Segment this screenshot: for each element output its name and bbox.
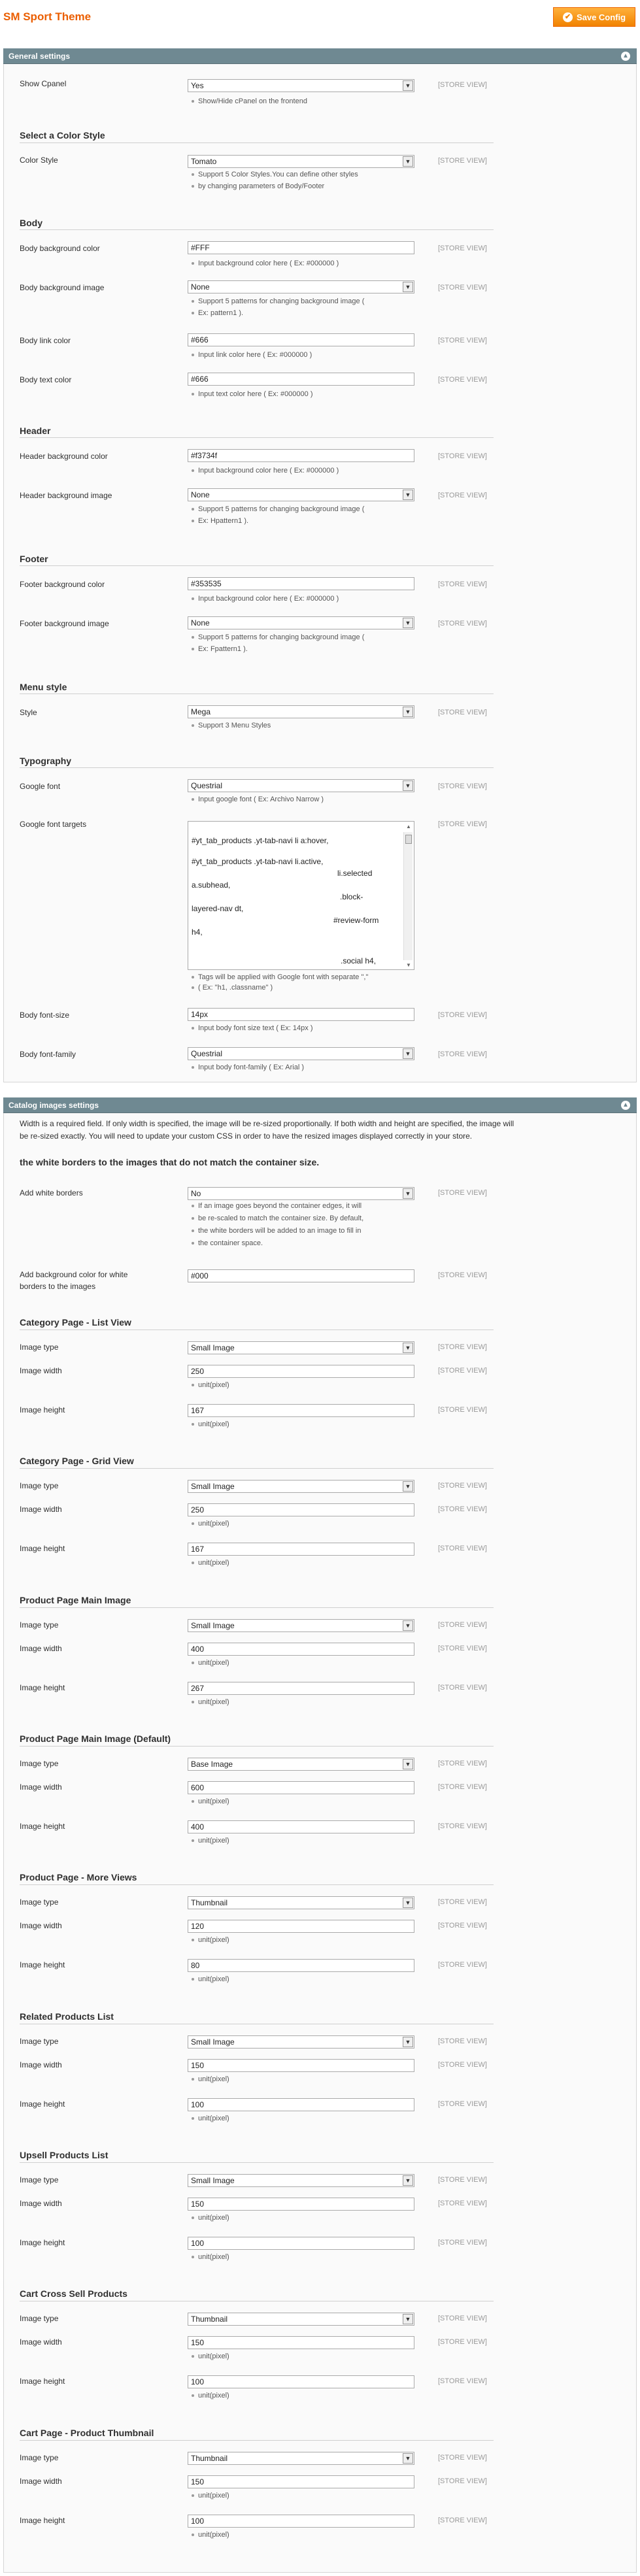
group-heading: Cart Cross Sell Products <box>20 2288 127 2299</box>
store-view-scope: [STORE VIEW] <box>438 244 487 252</box>
field-note-cont <box>192 1225 420 1237</box>
image-width-label: Image width <box>20 2060 62 2069</box>
image-width-label: Image width <box>20 1644 62 1653</box>
group-heading: Cart Page - Product Thumbnail <box>20 2428 154 2438</box>
image-height-input[interactable]: 100 <box>188 2098 414 2111</box>
store-view-scope: [STORE VIEW] <box>438 2037 487 2045</box>
store-view-scope: [STORE VIEW] <box>438 157 487 165</box>
unit-note: unit(pixel) <box>192 1835 420 1847</box>
store-view-scope: [STORE VIEW] <box>438 1367 487 1375</box>
general-settings-header[interactable] <box>3 48 637 64</box>
unit-note: unit(pixel) <box>192 1696 420 1708</box>
divider <box>20 2440 494 2441</box>
image-width-label: Image width <box>20 1782 62 1792</box>
image-height-label: Image height <box>20 1822 65 1831</box>
chevron-down-icon: ▼ <box>403 2037 413 2047</box>
scroll-down-icon[interactable]: ▼ <box>406 962 411 968</box>
field-note: Input body font-family ( Ex: Arial ) <box>192 1062 420 1073</box>
divider <box>20 142 494 143</box>
body-link-color-label: Body link color <box>20 336 71 345</box>
note-text: be re-scaled to match the container size. By default, <box>198 1214 364 1222</box>
store-view-scope: [STORE VIEW] <box>438 820 487 828</box>
image-width-input[interactable]: 150 <box>188 2336 414 2349</box>
unit-note: unit(pixel) <box>192 1418 420 1430</box>
chevron-down-icon: ▼ <box>403 2453 413 2464</box>
select-value: Small Image <box>191 2176 235 2185</box>
header-bg-image-label: Header background image <box>20 491 112 500</box>
image-type-select[interactable] <box>188 1480 414 1493</box>
image-type-select[interactable] <box>188 2452 414 2465</box>
note-text: the container space. <box>198 1239 263 1247</box>
color-style-select[interactable] <box>188 155 414 168</box>
store-view-scope: [STORE VIEW] <box>438 1343 487 1351</box>
group-heading: Category Page - List View <box>20 1317 131 1328</box>
divider <box>20 2162 494 2163</box>
unit-note: unit(pixel) <box>192 2529 420 2541</box>
body-font-family-select[interactable] <box>188 1047 414 1060</box>
section-title: Catalog images settings <box>8 1101 99 1110</box>
store-view-scope: [STORE VIEW] <box>438 2100 487 2108</box>
image-width-input[interactable]: 150 <box>188 2475 414 2488</box>
chevron-down-icon: ▼ <box>403 156 413 167</box>
select-value: Small Image <box>191 2037 235 2047</box>
store-view-scope: [STORE VIEW] <box>438 1189 487 1197</box>
image-type-select[interactable] <box>188 1896 414 1909</box>
divider <box>20 565 494 566</box>
select-value: Questrial <box>191 781 223 790</box>
store-view-scope: [STORE VIEW] <box>438 81 487 89</box>
footer-bg-color-input[interactable]: #353535 <box>188 577 414 590</box>
image-width-label: Image width <box>20 2477 62 2486</box>
show-cpanel-label: Show Cpanel <box>20 79 67 88</box>
field-note: If an image goes beyond the container edges, it will <box>192 1200 420 1212</box>
image-height-input[interactable]: 267 <box>188 1682 414 1695</box>
scrollbar-thumb[interactable] <box>405 835 412 844</box>
textarea-line: li.selected <box>337 869 373 878</box>
chevron-down-icon: ▼ <box>403 1481 413 1492</box>
field-note-cont <box>192 180 420 192</box>
select-value: Tomato <box>191 157 217 166</box>
store-view-scope: [STORE VIEW] <box>438 492 487 499</box>
image-type-label: Image type <box>20 2453 59 2462</box>
select-value: Thumbnail <box>191 2315 228 2324</box>
body-bg-image-select[interactable] <box>188 280 414 293</box>
image-type-select[interactable] <box>188 2174 414 2187</box>
field-note: Input link color here ( Ex: #000000 ) <box>192 349 420 361</box>
group-heading: Product Page Main Image (Default) <box>20 1733 171 1744</box>
store-view-scope: [STORE VIEW] <box>438 2176 487 2184</box>
chevron-down-icon: ▼ <box>403 2314 413 2324</box>
image-type-label: Image type <box>20 1759 59 1768</box>
textarea-line: .social h4, <box>341 956 377 965</box>
select-value: Thumbnail <box>191 1898 228 1907</box>
note-text: Ex: Hpattern1 ). <box>198 517 249 525</box>
label-line: Add background color for white <box>20 1270 128 1279</box>
intro-line: Width is a required field. If only width is specified, the image will be re-sized proportionally. If both width and height are specified, the image will <box>20 1119 514 1128</box>
body-bg-image-label: Body background image <box>20 283 105 292</box>
store-view-scope: [STORE VIEW] <box>438 1760 487 1767</box>
note-text: the white borders will be added to an image to fill in <box>198 1227 362 1235</box>
group-heading: Product Page Main Image <box>20 1595 131 1605</box>
collapse-icon[interactable]: ▲ <box>621 52 630 61</box>
field-note: Support 5 Color Styles.You can define other styles <box>192 169 420 180</box>
unit-note: unit(pixel) <box>192 2073 420 2085</box>
google-font-select[interactable] <box>188 779 414 792</box>
group-heading: Category Page - Grid View <box>20 1456 134 1466</box>
body-text-color-input[interactable]: #666 <box>188 373 414 386</box>
unit-note: unit(pixel) <box>192 2490 420 2501</box>
field-note: Input background color here ( Ex: #000000 ) <box>192 465 420 477</box>
image-type-select[interactable] <box>188 1758 414 1771</box>
check-icon: ✔ <box>563 12 573 22</box>
header-bg-color-label: Header background color <box>20 452 108 461</box>
header-bg-color-input[interactable]: #f3734f <box>188 449 414 462</box>
store-view-scope: [STORE VIEW] <box>438 376 487 384</box>
store-view-scope: [STORE VIEW] <box>438 1898 487 1906</box>
catalog-images-header[interactable] <box>3 1097 637 1113</box>
store-view-scope: [STORE VIEW] <box>438 1271 487 1279</box>
textarea-line: a.subhead, <box>192 880 231 890</box>
unit-note: unit(pixel) <box>192 1934 420 1946</box>
image-width-label: Image width <box>20 2337 62 2347</box>
group-heading: Header <box>20 426 51 436</box>
select-value: None <box>191 282 210 292</box>
chevron-down-icon: ▼ <box>403 2175 413 2186</box>
field-note: Support 5 patterns for changing background image ( <box>192 503 420 515</box>
store-view-scope: [STORE VIEW] <box>438 2338 487 2346</box>
body-text-color-label: Body text color <box>20 375 72 384</box>
field-note: Support 3 Menu Styles <box>192 720 420 731</box>
field-note-cont <box>192 1213 420 1224</box>
chevron-down-icon: ▼ <box>403 780 413 791</box>
field-note: Input google font ( Ex: Archivo Narrow ) <box>192 794 420 805</box>
chevron-down-icon: ▼ <box>403 1048 413 1059</box>
store-view-scope: [STORE VIEW] <box>438 2239 487 2247</box>
image-height-label: Image height <box>20 1683 65 1692</box>
chevron-down-icon: ▼ <box>403 282 413 292</box>
group-heading: Typography <box>20 756 72 766</box>
store-view-scope: [STORE VIEW] <box>438 2377 487 2385</box>
unit-note: unit(pixel) <box>192 1518 420 1530</box>
select-value: Questrial <box>191 1049 223 1058</box>
image-width-input[interactable]: 250 <box>188 1503 414 1516</box>
unit-note: unit(pixel) <box>192 1557 420 1569</box>
image-width-input[interactable]: 150 <box>188 2059 414 2072</box>
divider <box>20 1746 494 1747</box>
textarea-line: #yt_tab_products .yt-tab-navi li.active, <box>192 857 324 866</box>
image-width-label: Image width <box>20 1921 62 1930</box>
image-height-label: Image height <box>20 2516 65 2525</box>
unit-note: unit(pixel) <box>192 1796 420 1807</box>
menu-style-label: Style <box>20 708 37 717</box>
body-link-color-input[interactable]: #666 <box>188 333 414 346</box>
image-height-input[interactable]: 100 <box>188 2375 414 2388</box>
image-height-label: Image height <box>20 2099 65 2109</box>
image-type-label: Image type <box>20 2037 59 2046</box>
body-font-size-input[interactable]: 14px <box>188 1008 414 1021</box>
scroll-up-icon[interactable]: ▲ <box>406 824 411 829</box>
group-heading: Menu style <box>20 682 67 692</box>
catalog-subheading: the white borders to the images that do not match the container size. <box>20 1157 320 1167</box>
store-view-scope: [STORE VIEW] <box>438 2315 487 2322</box>
image-height-input[interactable]: 400 <box>188 1820 414 1833</box>
store-view-scope: [STORE VIEW] <box>438 2517 487 2524</box>
image-height-label: Image height <box>20 2377 65 2386</box>
menu-style-select[interactable] <box>188 705 414 718</box>
group-heading: Related Products List <box>20 2011 114 2022</box>
store-view-scope: [STORE VIEW] <box>438 1645 487 1652</box>
font-targets-textarea[interactable] <box>188 821 414 970</box>
catalog-intro <box>20 1118 621 1143</box>
unit-note: unit(pixel) <box>192 1973 420 1985</box>
chevron-down-icon: ▼ <box>403 80 413 91</box>
store-view-scope: [STORE VIEW] <box>438 709 487 716</box>
image-type-label: Image type <box>20 2314 59 2323</box>
color-style-label: Color Style <box>20 156 58 165</box>
store-view-scope: [STORE VIEW] <box>438 1050 487 1058</box>
save-config-button[interactable] <box>553 7 635 27</box>
image-height-input[interactable]: 167 <box>188 1543 414 1556</box>
field-note: Input text color here ( Ex: #000000 ) <box>192 388 420 400</box>
unit-note: unit(pixel) <box>192 2212 420 2224</box>
select-value: Small Image <box>191 1621 235 1630</box>
textarea-line: #yt_tab_products .yt-tab-navi li a:hover, <box>192 836 329 845</box>
store-view-scope: [STORE VIEW] <box>438 2061 487 2069</box>
divider <box>20 1468 494 1469</box>
textarea-line: .block- <box>340 892 363 901</box>
chevron-down-icon: ▼ <box>403 1343 413 1353</box>
field-note-cont <box>192 307 420 319</box>
field-note: Input body font size text ( Ex: 14px ) <box>192 1022 420 1034</box>
image-type-select[interactable] <box>188 1619 414 1632</box>
image-height-input[interactable]: 100 <box>188 2237 414 2250</box>
chevron-down-icon: ▼ <box>403 618 413 628</box>
chevron-down-icon: ▼ <box>403 1620 413 1631</box>
divider <box>20 1884 494 1885</box>
group-heading: Footer <box>20 554 48 564</box>
select-value: Base Image <box>191 1760 233 1769</box>
body-font-size-label: Body font-size <box>20 1011 70 1020</box>
store-view-scope: [STORE VIEW] <box>438 2477 487 2485</box>
image-type-label: Image type <box>20 1343 59 1352</box>
field-note-cont <box>192 1237 420 1249</box>
store-view-scope: [STORE VIEW] <box>438 1482 487 1490</box>
image-type-select[interactable] <box>188 2313 414 2326</box>
group-heading: Product Page - More Views <box>20 1872 137 1882</box>
image-height-input[interactable]: 167 <box>188 1404 414 1417</box>
image-width-label: Image width <box>20 2199 62 2208</box>
field-note-cont <box>192 982 420 994</box>
image-width-input[interactable]: 120 <box>188 1920 414 1933</box>
image-type-select[interactable] <box>188 1341 414 1354</box>
unit-note: unit(pixel) <box>192 1657 420 1669</box>
chevron-down-icon: ▼ <box>403 707 413 717</box>
divider <box>20 1607 494 1608</box>
image-type-label: Image type <box>20 1481 59 1490</box>
select-value: None <box>191 618 210 627</box>
chevron-down-icon: ▼ <box>403 1759 413 1769</box>
image-height-input[interactable]: 100 <box>188 2515 414 2528</box>
white-borders-label: Add white borders <box>20 1188 83 1197</box>
image-width-input[interactable]: 250 <box>188 1365 414 1378</box>
note-text: Ex: Fpattern1 ). <box>198 645 248 653</box>
store-view-scope: [STORE VIEW] <box>438 2454 487 2462</box>
save-config-label: Save Config <box>576 12 626 22</box>
store-view-scope: [STORE VIEW] <box>438 1621 487 1629</box>
footer-bg-image-select[interactable] <box>188 616 414 629</box>
store-view-scope: [STORE VIEW] <box>438 580 487 588</box>
body-bg-color-label: Body background color <box>20 244 100 253</box>
image-width-input[interactable]: 600 <box>188 1781 414 1794</box>
unit-note: unit(pixel) <box>192 2390 420 2401</box>
image-type-label: Image type <box>20 1898 59 1907</box>
store-view-scope: [STORE VIEW] <box>438 2200 487 2207</box>
unit-note: unit(pixel) <box>192 2251 420 2263</box>
store-view-scope: [STORE VIEW] <box>438 1545 487 1552</box>
unit-note: unit(pixel) <box>192 2350 420 2362</box>
field-note: Input background color here ( Ex: #000000 ) <box>192 593 420 605</box>
select-value: Small Image <box>191 1482 235 1491</box>
field-note-cont <box>192 643 420 655</box>
bg-color-label <box>20 1269 183 1292</box>
image-width-input[interactable]: 150 <box>188 2198 414 2211</box>
header-bg-image-select[interactable] <box>188 488 414 501</box>
image-height-input[interactable]: 80 <box>188 1959 414 1972</box>
image-type-select[interactable] <box>188 2035 414 2049</box>
field-note: Support 5 patterns for changing background image ( <box>192 295 420 307</box>
chevron-down-icon: ▼ <box>403 1898 413 1908</box>
image-width-label: Image width <box>20 1505 62 1514</box>
select-value: Small Image <box>191 1343 235 1352</box>
image-type-label: Image type <box>20 2175 59 2184</box>
store-view-scope: [STORE VIEW] <box>438 620 487 627</box>
section-title: General settings <box>8 52 71 61</box>
note-text: by changing parameters of Body/Footer <box>198 182 325 190</box>
image-height-label: Image height <box>20 1544 65 1553</box>
store-view-scope: [STORE VIEW] <box>438 1684 487 1692</box>
textarea-scrollbar[interactable] <box>403 824 413 968</box>
chevron-down-icon: ▼ <box>403 490 413 500</box>
group-heading: Select a Color Style <box>20 130 105 141</box>
select-value: None <box>191 490 210 499</box>
group-heading: Upsell Products List <box>20 2150 109 2160</box>
store-view-scope: [STORE VIEW] <box>438 1961 487 1969</box>
store-view-scope: [STORE VIEW] <box>438 1505 487 1513</box>
intro-line: be re-sized exactly. You will need to update your custom CSS in order to have the resized images displayed correctly in your store. <box>20 1131 473 1141</box>
image-type-label: Image type <box>20 1620 59 1630</box>
chevron-down-icon: ▼ <box>403 1188 413 1199</box>
image-height-label: Image height <box>20 2238 65 2247</box>
select-value: Yes <box>191 81 204 90</box>
unit-note: unit(pixel) <box>192 2113 420 2124</box>
body-font-family-label: Body font-family <box>20 1050 76 1059</box>
collapse-icon[interactable]: ▲ <box>621 1101 630 1110</box>
font-targets-label: Google font targets <box>20 820 87 829</box>
note-text: ( Ex: "h1, .classname" ) <box>198 984 273 992</box>
divider <box>20 767 494 768</box>
field-note: Tags will be applied with Google font with separate "," <box>192 971 420 983</box>
image-width-input[interactable]: 400 <box>188 1643 414 1656</box>
page-title: SM Sport Theme <box>3 10 92 23</box>
select-value: Thumbnail <box>191 2454 228 2463</box>
google-font-label: Google font <box>20 782 61 791</box>
image-height-label: Image height <box>20 1960 65 1969</box>
bg-color-input[interactable]: #000 <box>188 1269 414 1282</box>
divider <box>20 437 494 438</box>
footer-bg-image-label: Footer background image <box>20 619 109 628</box>
store-view-scope: [STORE VIEW] <box>438 1822 487 1830</box>
field-note-cont <box>192 515 420 527</box>
select-value: No <box>191 1189 201 1198</box>
page-header <box>0 0 640 42</box>
textarea-line: layered-nav dt, <box>192 904 244 913</box>
image-height-label: Image height <box>20 1405 65 1414</box>
store-view-scope: [STORE VIEW] <box>438 1783 487 1791</box>
label-line: borders to the images <box>20 1282 96 1291</box>
textarea-line: h4, <box>192 928 203 937</box>
store-view-scope: [STORE VIEW] <box>438 1406 487 1414</box>
white-borders-select[interactable] <box>188 1187 414 1200</box>
textarea-line: #review-form <box>333 916 379 925</box>
store-view-scope: [STORE VIEW] <box>438 782 487 790</box>
body-bg-color-input[interactable]: #FFF <box>188 241 414 254</box>
field-note: Input background color here ( Ex: #000000 ) <box>192 258 420 269</box>
store-view-scope: [STORE VIEW] <box>438 284 487 292</box>
group-heading: Body <box>20 218 42 228</box>
store-view-scope: [STORE VIEW] <box>438 1922 487 1930</box>
divider <box>20 229 494 230</box>
image-width-label: Image width <box>20 1366 62 1375</box>
footer-bg-color-label: Footer background color <box>20 580 105 589</box>
field-note: Support 5 patterns for changing background image ( <box>192 631 420 643</box>
note-text: Ex: pattern1 ). <box>198 309 244 317</box>
field-note: Show/Hide cPanel on the frontend <box>192 95 420 107</box>
show-cpanel-select[interactable] <box>188 79 414 92</box>
store-view-scope: [STORE VIEW] <box>438 337 487 344</box>
store-view-scope: [STORE VIEW] <box>438 1011 487 1019</box>
select-value: Mega <box>191 707 211 716</box>
unit-note: unit(pixel) <box>192 1379 420 1391</box>
store-view-scope: [STORE VIEW] <box>438 452 487 460</box>
